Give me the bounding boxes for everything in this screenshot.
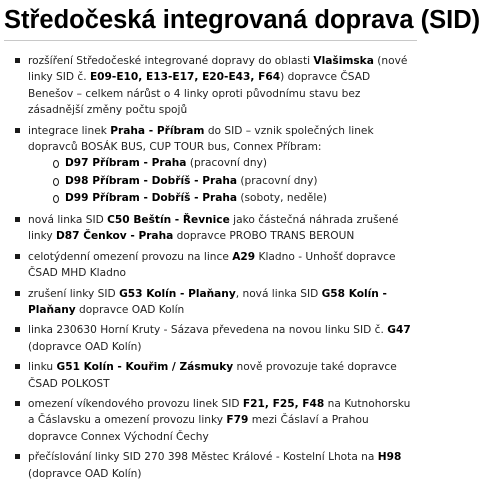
list-item: celotýdenní omezení provozu na lince A29 Kladno - Unhošť dopravce ČSAD MHD Kladno [0, 249, 416, 282]
list-item: omezení víkendového provozu linek SID F21, F25, F48 na Kutnohorsku a Čáslavsku a omezení provozu linky F79 mezi Čáslaví a Prahou dopravce Connex Východní Čechy [0, 396, 416, 445]
list-item: přečíslování linky SID 270 398 Městec Králové - Kostelní Lhota na H98 (dopravce OAD Kolín) [0, 449, 416, 482]
list-item: linku G51 Kolín - Kouřim / Zásmuky nově provozuje také dopravce ČSAD POLKOST [0, 359, 416, 392]
title-divider [4, 40, 417, 41]
page-title: Středočeská integrovaná doprava (SID) [4, 6, 480, 34]
list-item: rozšíření Středočeské integrované dopravy do oblasti Vlašimska (nové linky SID č. E09-E10, E13-E17, E20-E43, F64) dopravce ČSAD Benešov – celkem nárůst o 4 linky oproti původnímu stavu bez zásadnější změny počtu spojů [0, 53, 416, 119]
changes-list [0, 53, 416, 486]
list-item: nová linka SID C50 Beštín - Řevnice jako částečná náhrada zrušené linky D87 Čenkov - Praha dopravce PROBO TRANS BEROUN [0, 212, 416, 245]
sublist-item: D98 Příbram - Dobříš - Praha (pracovní dny) [28, 173, 414, 191]
list-item: zrušení linky SID G53 Kolín - Plaňany, nová linka SID G58 Kolín - Plaňany dopravce OAD Kolín [0, 286, 416, 319]
list-item: linka 230630 Horní Kruty - Sázava převedena na novou linku SID č. G47 (dopravce OAD Kolín) [0, 322, 416, 355]
sublist-item: D97 Příbram - Praha (pracovní dny) [28, 155, 414, 173]
sublist [28, 155, 414, 208]
sublist-item: D99 Příbram - Dobříš - Praha (soboty, neděle) [28, 190, 414, 208]
list-item: integrace linek Praha - Příbram do SID – vznik společných linek dopravců BOSÁK BUS, CUP TOUR bus, Connex Příbram: D97 Příbram - Praha (pracovní dny) D98 Příbram - Dobříš - Praha (pracovní dny) D99 Příbram - Dobříš - Praha (soboty, neděle) [0, 123, 416, 208]
